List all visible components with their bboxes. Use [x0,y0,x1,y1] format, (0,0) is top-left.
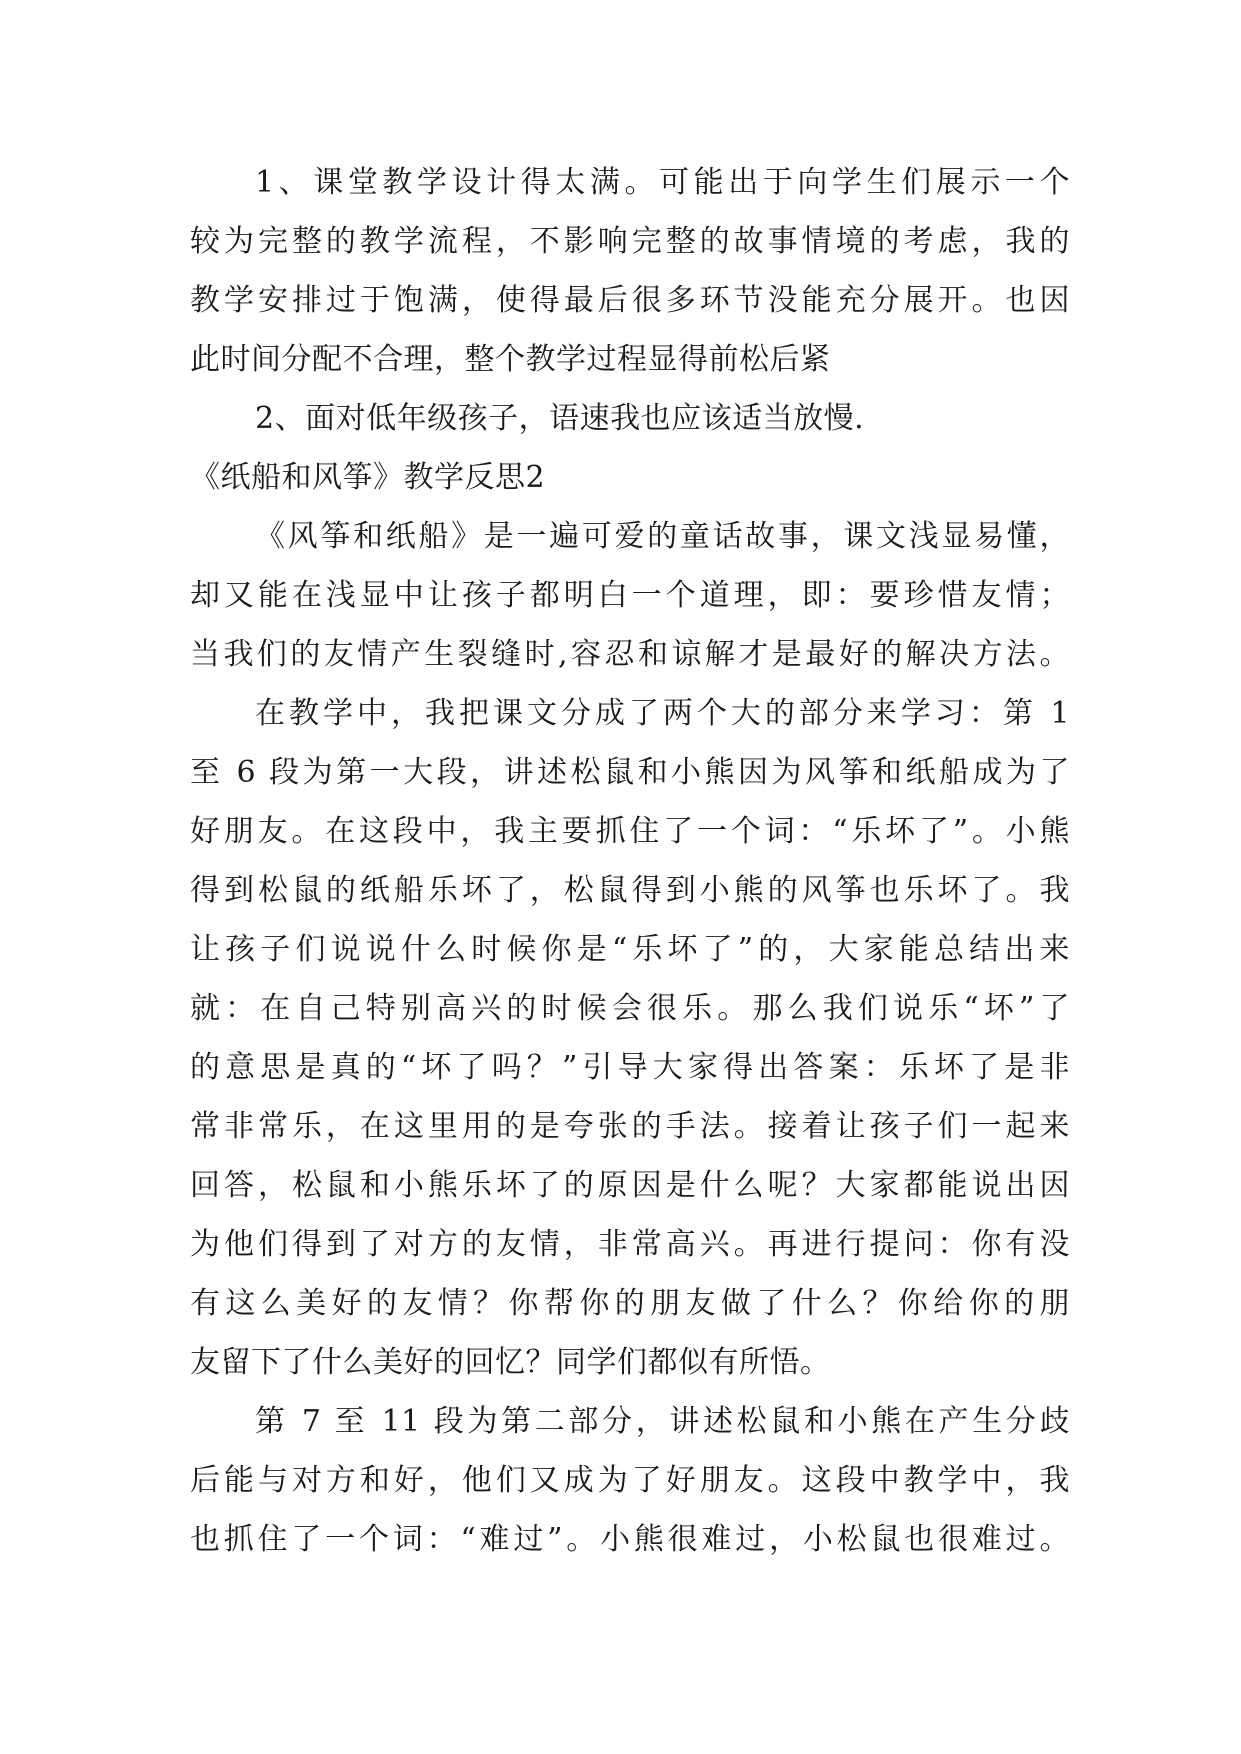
paragraph-4-line-12: 友留下了什么美好的回忆？同学们都似有所悟。 [190,1345,831,1380]
paragraph-1-line-2: 较为完整的教学流程，不影响完整的故事情境的考虑，我的 [190,224,1070,259]
paragraph-4-line-10: 为他们得到了对方的友情，非常高兴。再进行提问：你有没 [190,1227,1070,1262]
paragraph-3-line-1: 《风筝和纸船》是一遍可爱的童话故事，课文浅显易懂， [255,519,1070,554]
section-heading: 《纸船和风筝》教学反思2 [190,460,546,495]
paragraph-5-line-1: 第 7 至 11 段为第二部分，讲述松鼠和小熊在产生分歧 [255,1404,1070,1439]
paragraph-4-line-3: 好朋友。在这段中，我主要抓住了一个词：“乐坏了”。小熊 [190,814,1070,849]
paragraph-1-line-3: 教学安排过于饱满，使得最后很多环节没能充分展开。也因 [190,283,1070,318]
paragraph-4-line-1: 在教学中，我把课文分成了两个大的部分来学习：第 1 [255,696,1070,731]
paragraph-5-line-2: 后能与对方和好，他们又成为了好朋友。这段中教学中，我 [190,1463,1070,1498]
paragraph-1-line-4: 此时间分配不合理，整个教学过程显得前松后紧 [190,342,831,377]
paragraph-4-line-2: 至 6 段为第一大段，讲述松鼠和小熊因为风筝和纸船成为了 [190,755,1070,790]
paragraph-4-line-11: 有这么美好的友情？你帮你的朋友做了什么？你给你的朋 [190,1286,1070,1321]
paragraph-4-line-9: 回答，松鼠和小熊乐坏了的原因是什么呢？大家都能说出因 [190,1168,1070,1203]
paragraph-5-line-3: 也抓住了一个词：“难过”。小熊很难过，小松鼠也很难过。 [190,1522,1070,1557]
paragraph-4-line-7: 的意思是真的“坏了吗？”引导大家得出答案：乐坏了是非 [190,1050,1070,1085]
paragraph-3-line-2: 却又能在浅显中让孩子都明白一个道理，即：要珍惜友情； [190,578,1070,613]
paragraph-4-line-5: 让孩子们说说什么时候你是“乐坏了”的，大家能总结出来 [190,932,1070,967]
paragraph-1-line-1: 1、课堂教学设计得太满。可能出于向学生们展示一个 [255,165,1070,200]
paragraph-4-line-6: 就：在自己特别高兴的时候会很乐。那么我们说乐“坏”了 [190,991,1070,1026]
paragraph-4-line-8: 常非常乐，在这里用的是夸张的手法。接着让孩子们一起来 [190,1109,1070,1144]
paragraph-4-line-4: 得到松鼠的纸船乐坏了，松鼠得到小熊的风筝也乐坏了。我 [190,873,1070,908]
paragraph-2-line-1: 2、面对低年级孩子，语速我也应该适当放慢. [255,401,865,436]
paragraph-3-line-3: 当我们的友情产生裂缝时,容忍和谅解才是最好的解决方法。 [190,637,1070,672]
